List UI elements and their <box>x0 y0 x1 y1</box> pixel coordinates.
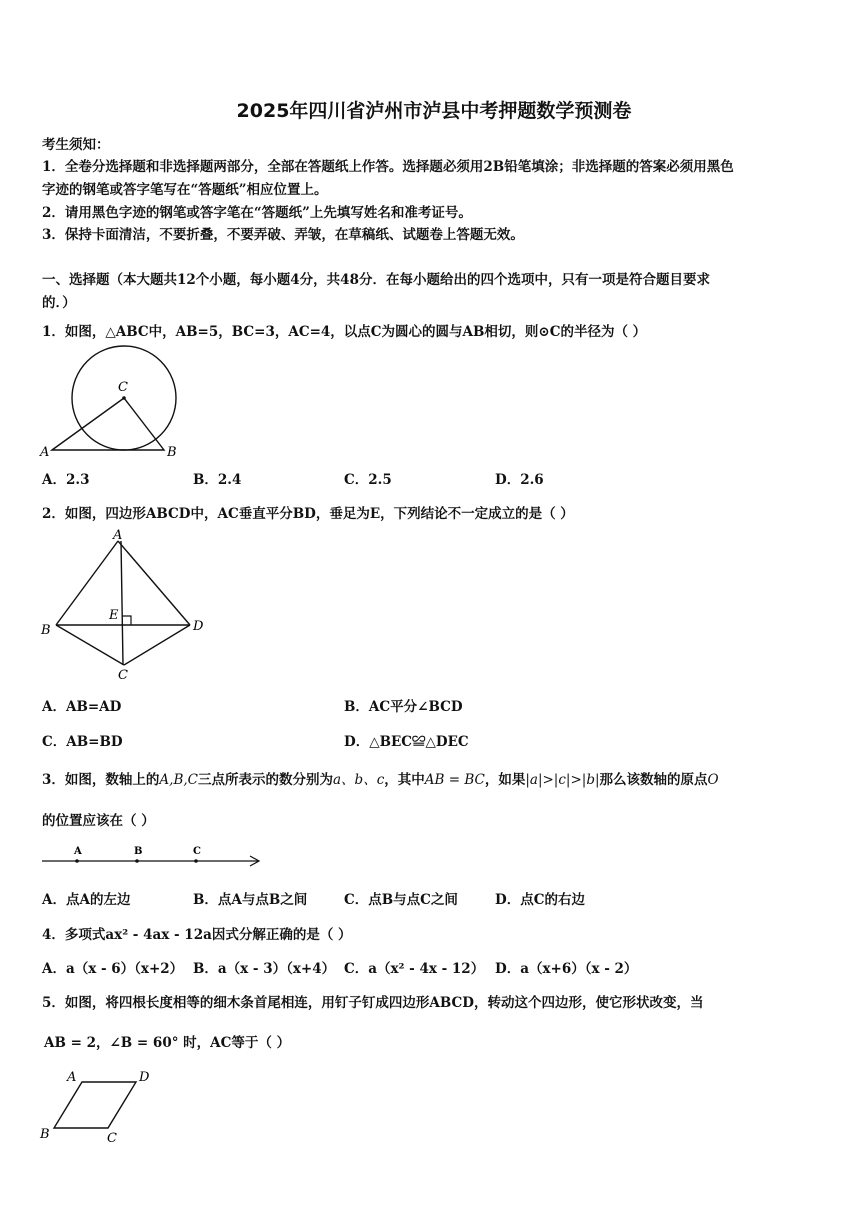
q1-option-b[interactable]: B．2.4 <box>193 472 242 488</box>
q2-label-d: D <box>193 619 204 634</box>
q5-rhombus <box>54 1082 136 1128</box>
q5-label-c: C <box>107 1131 117 1146</box>
section-heading-cont: 的．） <box>42 295 76 311</box>
q5-label-d: D <box>139 1070 150 1085</box>
q4-option-a[interactable]: A．a（x - 6）（x+2） <box>42 961 184 977</box>
q2-label-b: B <box>41 623 51 638</box>
q2-option-d[interactable]: D．△BEC≌△DEC <box>344 734 469 750</box>
q3-option-c[interactable]: C．点B与点C之间 <box>344 892 458 908</box>
notice-item-1-cont: 字迹的钢笔或答字笔写在“答题纸”相应位置上。 <box>42 182 328 198</box>
q2-option-c[interactable]: C．AB=BD <box>42 734 123 750</box>
notice-item-2: 2．请用黑色字迹的钢笔或答字笔在“答题纸”上先填写姓名和准考证号。 <box>42 205 472 221</box>
notice-item-1: 1．全卷分选择题和非选择题两部分，全部在答题纸上作答。选择题必须用2B铅笔填涂；非选择题的答案必须用黑色 <box>42 159 734 175</box>
q3-stem: 3．如图，数轴上的A,B,C三点所表示的数分别为a、b、c，其中AB = BC，如果|a|>|c|>|b|那么该数轴的原点O <box>42 772 719 788</box>
q4-option-c[interactable]: C．a（x² - 4x - 12） <box>344 961 485 977</box>
q1-label-a: A <box>40 445 50 460</box>
q2-label-c: C <box>118 668 128 683</box>
section-heading: 一、选择题（本大题共12个小题，每小题4分，共48分．在每小题给出的四个选项中，只有一项是符合题目要求 <box>42 272 710 288</box>
q1-triangle <box>52 398 164 450</box>
q2-label-e: E <box>109 608 119 623</box>
q5-stem-cont: AB = 2，∠B = 60° 时，AC等于（ ） <box>44 1035 291 1051</box>
q3-stem-cont: 的位置应该在（ ） <box>42 813 155 829</box>
q1-option-a[interactable]: A．2.3 <box>42 472 90 488</box>
q2-right-angle-mark <box>122 616 131 625</box>
q3-axis-label-a: A <box>74 846 82 857</box>
q1-label-c: C <box>118 380 128 395</box>
q2-stem: 2．如图，四边形ABCD中，AC垂直平分BD，垂足为E，下列结论不一定成立的是（ ） <box>42 506 574 522</box>
notice-item-3: 3．保持卡面清洁，不要折叠，不要弄破、弄皱，在草稿纸、试题卷上答题无效。 <box>42 227 524 243</box>
q4-option-d[interactable]: D．a（x+6）（x - 2） <box>495 961 638 977</box>
q2-option-b[interactable]: B．AC平分∠BCD <box>344 699 463 715</box>
q3-option-a[interactable]: A．点A的左边 <box>42 892 131 908</box>
q5-label-a: A <box>67 1070 77 1085</box>
q5-stem: 5．如图，将四根长度相等的细木条首尾相连，用钉子钉成四边形ABCD，转动这个四边形，使它形状改变，当 <box>42 995 704 1011</box>
q2-figure <box>38 527 213 685</box>
q1-label-b: B <box>167 445 177 460</box>
q3-option-b[interactable]: B．点A与点B之间 <box>193 892 308 908</box>
q3-number-line <box>40 842 265 872</box>
q3-axis-label-b: B <box>134 846 143 857</box>
q2-option-a[interactable]: A．AB=AD <box>42 699 122 715</box>
q2-label-a: A <box>113 528 123 543</box>
q1-stem: 1．如图，△ABC中，AB=5，BC=3，AC=4，以点C为圆心的圆与AB相切，则⊙C的半径为（ ） <box>42 324 647 340</box>
q4-stem: 4．多项式ax² - 4ax - 12a因式分解正确的是（ ） <box>42 927 352 943</box>
q1-figure <box>38 340 188 464</box>
notice-heading: 考生须知： <box>42 137 110 153</box>
q4-option-b[interactable]: B．a（x - 3）（x+4） <box>193 961 336 977</box>
q1-center-dot <box>122 396 126 400</box>
q5-figure <box>38 1066 163 1148</box>
q3-option-d[interactable]: D．点C的右边 <box>495 892 585 908</box>
q1-option-c[interactable]: C．2.5 <box>344 472 392 488</box>
q5-label-b: B <box>40 1127 50 1142</box>
q1-option-d[interactable]: D．2.6 <box>495 472 544 488</box>
page-title: 2025年四川省泸州市泸县中考押题数学预测卷 <box>236 100 632 122</box>
q3-axis-label-c: C <box>193 846 201 857</box>
